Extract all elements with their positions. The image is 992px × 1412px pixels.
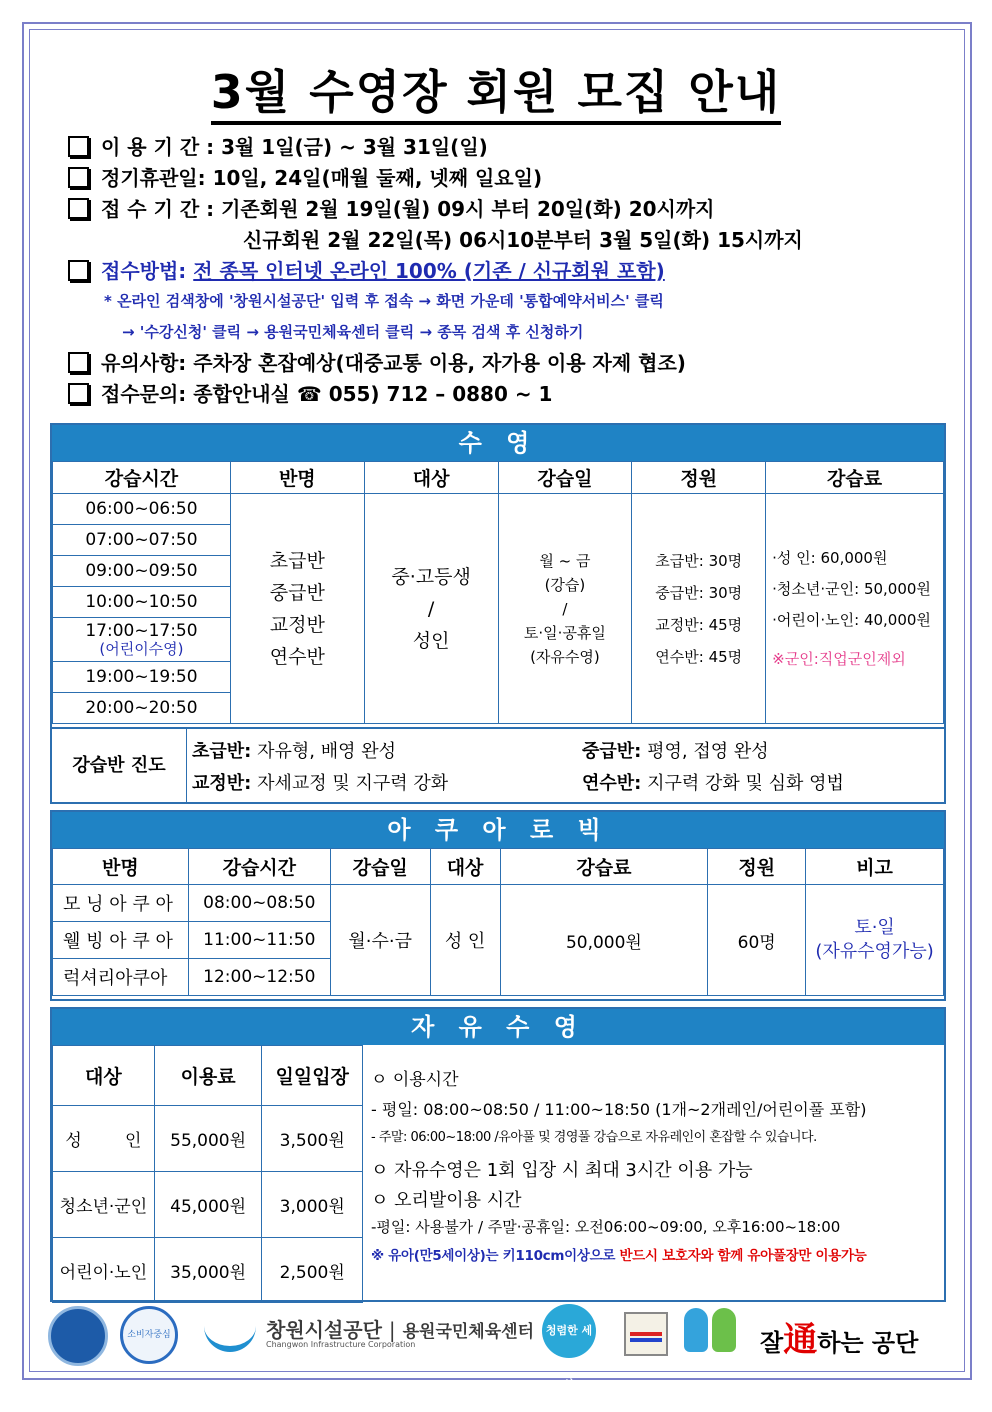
- aqua-note: 토·일 (자유수영가능): [806, 885, 944, 996]
- progress-row: [52, 727, 944, 802]
- method-note-1: * 온라인 검색창에 '창원시설공단' 입력 후 접속 → 화면 가운데 '통합예약서비스' 클릭: [104, 292, 664, 310]
- free-table: [52, 1045, 363, 1303]
- swim-section: [50, 423, 946, 804]
- info-reception: 접 수 기 간 : 기존회원 2월 19일(월) 09시 부터 20일(화) 20시까지: [68, 196, 715, 222]
- free-daily: 3,000원: [262, 1172, 363, 1238]
- aqua-time: 08:00~08:50: [188, 885, 330, 922]
- aqua-header: 대상: [430, 849, 500, 885]
- aqua-section: [50, 810, 946, 1001]
- swim-header: 대상: [364, 462, 498, 494]
- checkbox-icon: [68, 198, 89, 219]
- org-name-en: Changwon Infrastructure Corporation: [266, 1340, 416, 1349]
- free-header: 대상: [53, 1046, 155, 1106]
- aqua-class: 럭셔리아쿠아: [53, 959, 189, 996]
- info-period: 이 용 기 간 : 3월 1일(금) ~ 3월 31일(일): [68, 134, 488, 160]
- free-weekday: - 평일: 08:00~08:50 / 11:00~18:50 (1개~2개레인/어린이풀 포함): [371, 1100, 867, 1119]
- swim-days: 월 ~ 금 (강습) / 토·일·공휴일 (자유수영): [498, 494, 632, 724]
- free-info: [371, 1065, 939, 1264]
- free-duck-hours: -평일: 사용불가 / 주말·공휴일: 오전06:00~09:00, 오후16:00~18:00: [371, 1218, 841, 1236]
- free-header: 일일입장: [262, 1046, 363, 1106]
- progress-item: 연수반: 지구력 강화 및 심화 영법: [582, 773, 844, 794]
- checkbox-icon: [68, 383, 89, 404]
- info-reception-new: 신규회원 2월 22일(목) 06시10분부터 3월 5일(화) 15시까지: [243, 228, 803, 252]
- swim-time: 06:00~06:50: [53, 494, 231, 525]
- swim-time: 20:00~20:50: [53, 693, 231, 724]
- swim-header: 강습료: [766, 462, 944, 494]
- aqua-header: 정원: [708, 849, 806, 885]
- swim-header: 강습시간: [53, 462, 231, 494]
- aqua-time: 11:00~11:50: [188, 922, 330, 959]
- free-header: 이용료: [154, 1046, 262, 1106]
- checkbox-icon: [68, 167, 89, 188]
- progress-item: 초급반: 자유형, 배영 완성: [192, 741, 396, 762]
- free-hours-title: ㅇ 이용시간: [371, 1070, 459, 1090]
- page-title: 3월 수영장 회원 모집 안내: [0, 56, 992, 122]
- swim-target: 중·고등생 / 성인: [364, 494, 498, 724]
- aqua-target: 성 인: [430, 885, 500, 996]
- aqua-time: 12:00~12:50: [188, 959, 330, 996]
- aqua-days: 월·수·금: [330, 885, 430, 996]
- aqua-fee: 50,000원: [500, 885, 708, 996]
- free-section: [50, 1007, 946, 1302]
- integrity-badge-icon: 청렴한 세상: [542, 1304, 596, 1358]
- slogan: 잘通하는 공단: [760, 1320, 919, 1360]
- swim-header: 정원: [632, 462, 766, 494]
- checkbox-icon: [68, 260, 89, 281]
- consumer-badge-icon: 소비자중심: [120, 1306, 178, 1364]
- checkbox-icon: [68, 136, 89, 157]
- checkbox-icon: [68, 352, 89, 373]
- cert-seal-icon: [48, 1306, 108, 1366]
- swim-time: 10:00~10:50: [53, 587, 231, 618]
- corporation-logo-icon: [204, 1320, 256, 1352]
- aqua-header: 강습료: [500, 849, 708, 885]
- free-target: 성 인: [53, 1106, 155, 1172]
- swim-header: 반명: [230, 462, 364, 494]
- swim-table: [52, 461, 944, 724]
- aqua-class: 웰 빙 아 쿠 아: [53, 922, 189, 959]
- aqua-title: 아 쿠 아 로 빅: [52, 812, 944, 848]
- mascot-blue-icon: [684, 1308, 708, 1352]
- mascot-green-icon: [712, 1308, 736, 1352]
- free-title: 자 유 수 영: [52, 1009, 944, 1045]
- aqua-header: 비고: [806, 849, 944, 885]
- free-fee: 45,000원: [154, 1172, 262, 1238]
- info-closed: 정기휴관일: 10일, 24일(매월 둘째, 넷째 일요일): [68, 165, 542, 191]
- flag-emblem-icon: [624, 1312, 668, 1356]
- progress-item: 중급반: 평영, 접영 완성: [582, 741, 769, 762]
- swim-time-kids: 17:00~17:50 (어린이수영): [53, 618, 231, 662]
- method-note-2: → '수강신청' 클릭 → 용원국민체육센터 클릭 → 종목 검색 후 신청하기: [122, 323, 584, 341]
- swim-classes: 초급반 중급반 교정반 연수반: [230, 494, 364, 724]
- swim-time: 19:00~19:50: [53, 662, 231, 693]
- progress-label: 강습반 진도: [52, 729, 187, 802]
- swim-capacity: 초급반: 30명 중급반: 30명 교정반: 45명 연수반: 45명: [632, 494, 766, 724]
- swim-header: 강습일: [498, 462, 632, 494]
- info-inquiry: 접수문의: 종합안내실 ☎ 055) 712 – 0880 ~ 1: [68, 381, 552, 407]
- swim-fee-note: ※군인:직업군인제외: [772, 649, 906, 668]
- free-target: 어린이·노인: [53, 1238, 155, 1303]
- swim-title: 수 영: [52, 425, 944, 461]
- free-daily: 2,500원: [262, 1238, 363, 1303]
- info-caution: 유의사항: 주차장 혼잡예상(대중교통 이용, 자가용 이용 자제 협조): [68, 350, 686, 376]
- free-infant-note: ※ 유아(만5세이상)는 키110cm이상으로 반드시 보호자와 함께 유아풀장만 이용가능: [371, 1248, 867, 1264]
- free-fee: 35,000원: [154, 1238, 262, 1303]
- info-method: 접수방법: 전 종목 인터넷 온라인 100% (기존 / 신규회원 포함): [68, 258, 665, 284]
- org-name: 창원시설공단 | 용원국민체육센터: [266, 1318, 534, 1342]
- free-weekend: - 주말: 06:00~18:00 /유아풀 및 경영풀 강습으로 자유레인이 혼잡할 수 있습니다.: [371, 1130, 817, 1145]
- aqua-header: 강습시간: [188, 849, 330, 885]
- swim-fees: ·성 인: 60,000원 ·청소년·군인: 50,000원 ·어린이·노인: 40,000원 ※군인:직업군인제외: [766, 494, 944, 724]
- free-limit: ㅇ 자유수영은 1회 입장 시 최대 3시간 이용 가능: [371, 1160, 753, 1181]
- aqua-class: 모 닝 아 쿠 아: [53, 885, 189, 922]
- free-fee: 55,000원: [154, 1106, 262, 1172]
- swim-time: 07:00~07:50: [53, 525, 231, 556]
- aqua-capacity: 60명: [708, 885, 806, 996]
- free-duck-title: ㅇ 오리발이용 시간: [371, 1190, 522, 1211]
- free-target: 청소년·군인: [53, 1172, 155, 1238]
- aqua-header: 강습일: [330, 849, 430, 885]
- free-daily: 3,500원: [262, 1106, 363, 1172]
- progress-item: 교정반: 자세교정 및 지구력 강화: [192, 773, 449, 794]
- swim-time: 09:00~09:50: [53, 556, 231, 587]
- aqua-header: 반명: [53, 849, 189, 885]
- aqua-table: [52, 848, 944, 996]
- footer-logos: [44, 1302, 944, 1391]
